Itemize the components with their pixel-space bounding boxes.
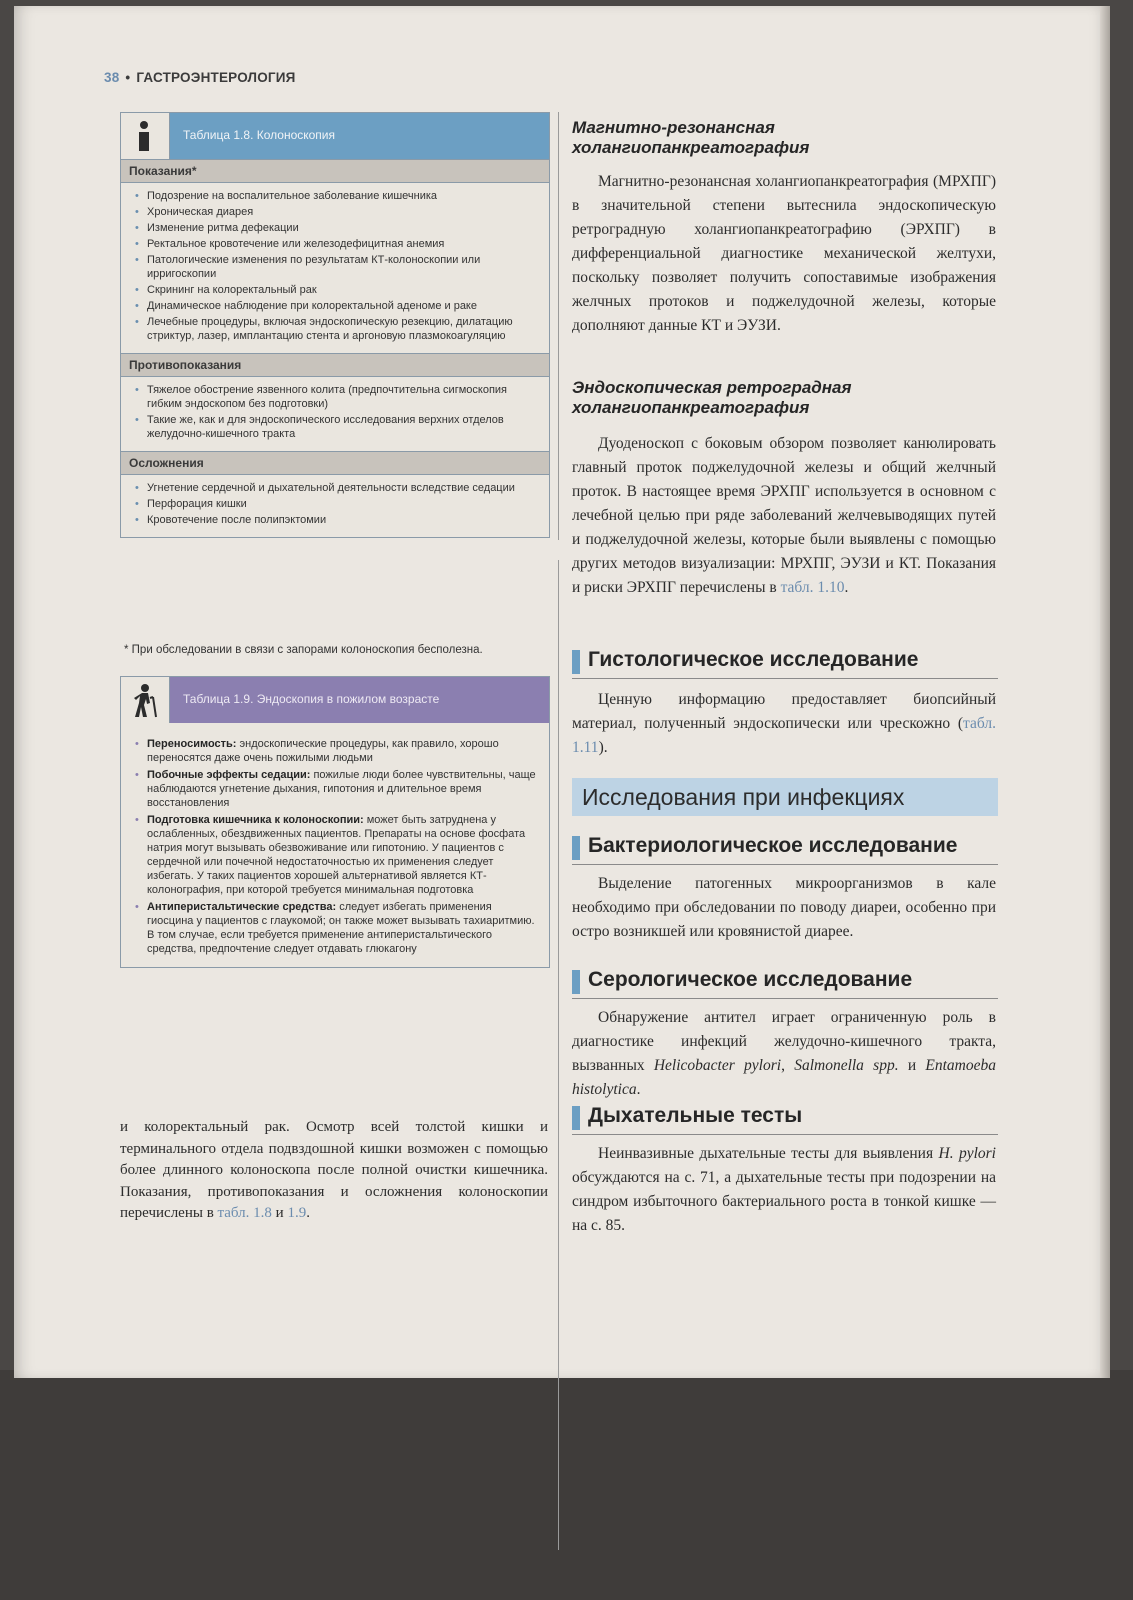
subheading-ercp: Эндоскопическая ретроградная холангиопанкреатография [572, 378, 852, 417]
list-item: • Лечебные процедуры, включая эндоскопическую резекцию, дилатацию стриктур, лазер, имплантацию стента и аргоновую плазмокоагуляцию [135, 315, 539, 343]
page-spine [1100, 6, 1110, 1378]
list-item: • Кровотечение после полипэктомии [135, 513, 539, 527]
info-i-icon [138, 121, 150, 151]
paragraph-breath-tests: Неинвазивные дыхательные тесты для выявления H. pylori обсуждаются на с. 71, а дыхательные тесты при подозрении на синдром избыточного бактериального роста в тонкой кишке — на с. 85. [572, 1145, 996, 1234]
heading-marker [572, 650, 580, 674]
paragraph-serology: Обнаружение антител играет ограниченную роль в диагностике инфекций желудочно-кишечного тракта, вызванных Helicobacter pylori, Salmonella spp. и Entamoeba histolytica. [572, 1009, 996, 1098]
table-header [121, 113, 549, 159]
heading-serology: Серологическое исследование [572, 968, 998, 999]
header-dot: • [125, 70, 131, 85]
subheading-mrcp: Магнитно-резонансная холангиопанкреатография [572, 118, 810, 157]
list-item: • Ректальное кровотечение или железодефицитная анемия [135, 237, 539, 251]
paragraph-ercp: Дуоденоскоп с боковым обзором позволяет канюлировать главный проток поджелудочной железы и общий желчный проток. В настоящее время ЭРХПГ используется в основном с лечебной целью при ряде заболеваний желчевыводящих путей и поджелудочной железы, которые были выявлены с помощью других методов визуализации: МРХПГ, ЭУЗИ и КТ. Показания и риски ЭРХПГ перечислены в табл. 1.10. [572, 435, 996, 596]
list-item: • Антиперистальтические средства: следует избегать применения гиосцина у пациентов с глаукомой; он также может вызывать тахиаритмию. В том случае, если требуется применение антиперистальтического средства, предпочтение следует отдавать глюкагону [135, 900, 539, 956]
list-item: • Динамическое наблюдение при колоректальной аденоме и раке [135, 299, 539, 313]
heading-marker [572, 836, 580, 860]
heading-histology: Гистологическое исследование [572, 648, 998, 679]
page-number: 38 [104, 70, 120, 85]
background-dark [0, 1370, 1133, 1600]
running-header [104, 70, 296, 85]
complications-list [121, 475, 549, 537]
heading-infections: Исследования при инфекциях [572, 778, 998, 816]
body-paragraph: и колоректальный рак. Осмотр всей толстой кишки и терминального отдела подвздошной кишки возможен с помощью более длинного колоноскопа после полной очистки кишечника. Показания, противопоказания и осложнения колоноскопии перечислены в табл. 1.8 и 1.9. [120, 1119, 548, 1221]
heading-marker [572, 970, 580, 994]
list-item: • Хроническая диарея [135, 205, 539, 219]
icon-area [121, 677, 170, 723]
elderly-walker-icon [131, 683, 161, 719]
table-footnote: * При обследовании в связи с запорами колоноскопия бесполезна. [124, 644, 483, 656]
table-ref-link[interactable]: табл. 1.11 [572, 715, 996, 756]
section-heading-indications: Показания* [121, 159, 549, 183]
table-ref-link[interactable]: 1.9 [287, 1205, 307, 1221]
list-item: • Подозрение на воспалительное заболевание кишечника [135, 189, 539, 203]
list-item: • Перфорация кишки [135, 497, 539, 511]
contraindications-list [121, 377, 549, 451]
list-item: • Скрининг на колоректальный рак [135, 283, 539, 297]
column-divider [558, 112, 559, 540]
table-ref-link[interactable]: табл. 1.10 [780, 579, 845, 596]
paragraph-mrcp: Магнитно-резонансная холангиопанкреатография (МРХПГ) в значительной степени вытеснила эндоскопическую ретроградную холангиопанкреатографию (ЭРХПГ) в дифференциальной диагностике механической желтухи, поскольку позволяет получить сопоставимые изображения желчных протоков и поджелудочной железы, которые дополняют данные КТ и ЭУЗИ. [572, 173, 996, 334]
section-heading-contraindications: Противопоказания [121, 353, 549, 377]
list-item: • Тяжелое обострение язвенного колита (предпочтительна сигмоскопия гибким эндоскопом без подготовки) [135, 383, 539, 411]
table-colonoscopy [120, 112, 550, 538]
elderly-list [121, 723, 549, 967]
heading-bacteriology: Бактериологическое исследование [572, 834, 998, 865]
icon-area [121, 113, 170, 159]
indications-list [121, 183, 549, 353]
running-title: ГАСТРОЭНТЕРОЛОГИЯ [136, 70, 296, 85]
list-item: • Изменение ритма дефекации [135, 221, 539, 235]
list-item: • Угнетение сердечной и дыхательной деятельности вследствие седации [135, 481, 539, 495]
heading-breath-tests: Дыхательные тесты [572, 1104, 998, 1135]
paragraph-histology: Ценную информацию предоставляет биопсийный материал, полученный эндоскопически или чрескожно (табл. 1.11). [572, 691, 996, 756]
list-item: • Побочные эффекты седации: пожилые люди более чувствительны, чаще наблюдаются угнетение дыхания, гипотония и длительное время восстановления [135, 768, 539, 810]
list-item: • Патологические изменения по результатам КТ-колоноскопии или ирригоскопии [135, 253, 539, 281]
list-item: • Такие же, как и для эндоскопического исследования верхних отделов желудочно-кишечного тракта [135, 413, 539, 441]
paragraph-bacteriology: Выделение патогенных микроорганизмов в кале необходимо при обследовании по поводу диареи, особенно при остро возникшей или кровянистой диарее. [572, 875, 996, 940]
table-title: Таблица 1.8. Колоноскопия [183, 128, 336, 142]
column-divider [558, 560, 559, 1550]
table-ref-link[interactable]: табл. 1.8 [217, 1205, 272, 1221]
table-header [121, 677, 549, 723]
table-title: Таблица 1.9. Эндоскопия в пожилом возрасте [183, 692, 440, 706]
list-item: • Подготовка кишечника к колоноскопии: может быть затруднена у ослабленных, обездвиженных пациентов. Препараты на основе фосфата натрия могут вызывать обезвоживание или гипотонию. У пациентов с сердечной или почечной недостаточностью их применения следует избегать. У таких пациентов хорошей альтернативой является КТ-колонография, при которой требуется минимальная подготовка [135, 813, 539, 897]
list-item: • Переносимость: эндоскопические процедуры, как правило, хорошо переносятся даже очень пожилыми людьми [135, 737, 539, 765]
table-elderly-endoscopy [120, 676, 550, 968]
heading-marker [572, 1106, 580, 1130]
section-heading-complications: Осложнения [121, 451, 549, 475]
